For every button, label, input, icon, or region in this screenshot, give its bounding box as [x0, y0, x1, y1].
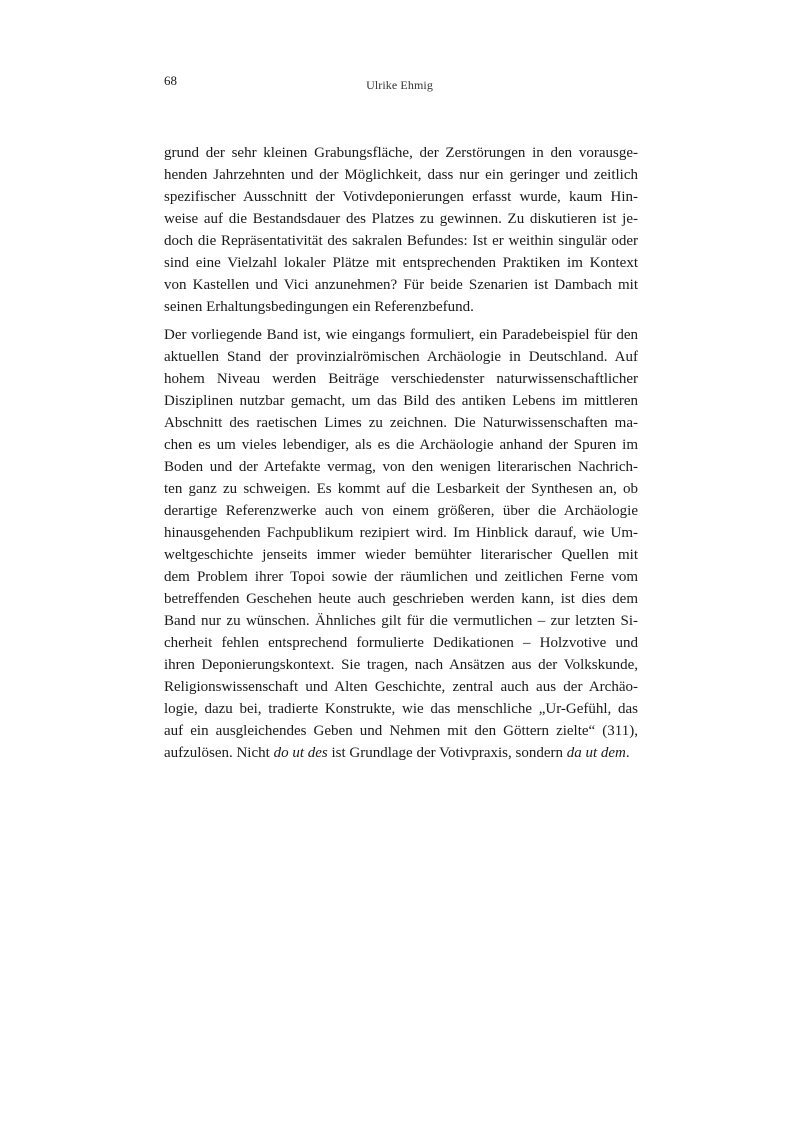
text-line: [164, 274, 638, 296]
text-segment: spezifischer Ausschnitt der Votivdeponierungen erfasst wurde, kaum Hin-: [164, 189, 638, 205]
text-segment: betreffenden Geschehen heute auch geschrieben werden kann, ist dies dem: [164, 591, 638, 607]
text-segment: Der vorliegende Band ist, wie eingangs formuliert, ein Paradebeispiel für den: [164, 327, 638, 343]
paragraph: [164, 142, 638, 318]
text-line: [164, 588, 638, 610]
text-segment: chen es um vieles lebendiger, als es die Archäologie anhand der Spuren im: [164, 437, 638, 453]
text-segment: ist Grundlage der Votivpraxis, sondern: [327, 745, 567, 761]
text-line: [164, 566, 638, 588]
text-line: [164, 252, 638, 274]
text-segment: Abschnitt des raetischen Limes zu zeichnen. Die Naturwissenschaften ma-: [164, 415, 638, 431]
text-segment: seinen Erhaltungsbedingungen ein Referenzbefund.: [164, 299, 474, 315]
text-line: [164, 368, 638, 390]
text-line: [164, 522, 638, 544]
text-line: [164, 478, 638, 500]
text-segment: weltgeschichte jenseits immer wieder bemühter literarischer Quellen mit: [164, 547, 638, 563]
text-segment: derartige Referenzwerke auch von einem größeren, über die Archäologie: [164, 503, 638, 519]
text-segment: aktuellen Stand der provinzialrömischen Archäologie in Deutschland. Auf: [164, 349, 638, 365]
text-line: [164, 632, 638, 654]
text-line: [164, 434, 638, 456]
text-segment: Band nur zu wünschen. Ähnliches gilt für die vermutlichen – zur letzten Si-: [164, 613, 638, 629]
text-segment: hinausgehenden Fachpublikum rezipiert wird. Im Hinblick darauf, wie Um-: [164, 525, 638, 541]
text-segment: dem Problem ihrer Topoi sowie der räumlichen und zeitlichen Ferne vom: [164, 569, 638, 585]
text-segment: von Kastellen und Vici anzunehmen? Für beide Szenarien ist Dambach mit: [164, 277, 638, 293]
text-line: [164, 296, 638, 318]
text-segment: auf ein ausgleichendes Geben und Nehmen mit den Göttern zielte“ (311),: [164, 723, 638, 739]
text-line: [164, 742, 638, 764]
italic-phrase: da ut dem: [566, 745, 626, 761]
text-segment: aufzulösen. Nicht: [164, 745, 274, 761]
italic-phrase: do ut des: [273, 745, 328, 761]
text-line: [164, 142, 638, 164]
text-line: [164, 654, 638, 676]
text-segment: sind eine Vielzahl lokaler Plätze mit entsprechenden Praktiken im Kontext: [164, 255, 638, 271]
body-text: [164, 142, 638, 764]
text-line: [164, 676, 638, 698]
text-line: [164, 500, 638, 522]
text-line: [164, 186, 638, 208]
text-segment: Disziplinen nutzbar gemacht, um das Bild des antiken Lebens im mittleren: [164, 393, 638, 409]
text-line: [164, 390, 638, 412]
text-line: [164, 698, 638, 720]
text-segment: logie, dazu bei, tradierte Konstrukte, wie das menschliche „Ur-Gefühl, das: [164, 701, 638, 717]
text-segment: ihren Deponierungskontext. Sie tragen, nach Ansätzen aus der Volkskunde,: [164, 657, 638, 673]
text-line: [164, 720, 638, 742]
text-segment: henden Jahrzehnten und der Möglichkeit, dass nur ein geringer und zeitlich: [164, 167, 638, 183]
paragraph: [164, 324, 638, 764]
text-line: [164, 412, 638, 434]
text-line: [164, 610, 638, 632]
text-line: [164, 324, 638, 346]
text-segment: hohem Niveau werden Beiträge verschiedenster naturwissenschaftlicher: [164, 371, 638, 387]
text-line: [164, 230, 638, 252]
text-segment: doch die Repräsentativität des sakralen Befundes: Ist er weithin singulär oder: [164, 233, 638, 249]
text-line: [164, 208, 638, 230]
text-line: [164, 164, 638, 186]
text-segment: Religionswissenschaft und Alten Geschichte, zentral auch aus der Archäo-: [164, 679, 638, 695]
text-segment: cherheit fehlen entsprechend formulierte Dedikationen – Holzvotive und: [164, 635, 638, 651]
text-segment: ten ganz zu schweigen. Es kommt auf die Lesbarkeit der Synthesen an, ob: [164, 481, 638, 497]
running-head-author: Ulrike Ehmig: [366, 78, 433, 92]
text-line: [164, 544, 638, 566]
text-line: [164, 456, 638, 478]
text-segment: weise auf die Bestandsdauer des Platzes zu gewinnen. Zu diskutieren ist je-: [164, 211, 638, 227]
page-number: 68: [164, 73, 177, 88]
text-line: [164, 346, 638, 368]
text-segment: .: [625, 745, 630, 761]
text-segment: grund der sehr kleinen Grabungsfläche, der Zerstörungen in den vorausge-: [164, 145, 638, 161]
text-segment: Boden und der Artefakte vermag, von den wenigen literarischen Nachrich-: [164, 459, 638, 475]
